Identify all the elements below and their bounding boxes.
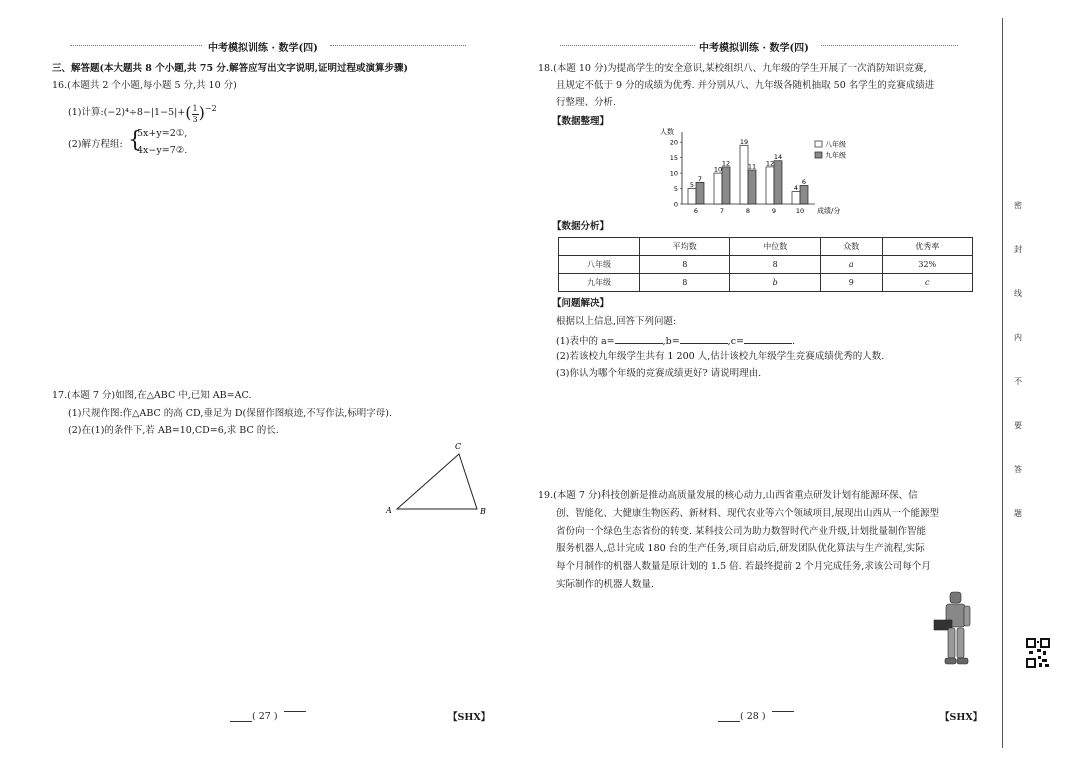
header-rule-left	[70, 45, 202, 46]
q18-line2: 且规定不低于 9 分的成绩为优秀. 并分别从八、九年级各随机抽取 50 名学生的竞赛成绩进	[556, 80, 935, 91]
footer-code-right: 【SHX】	[940, 712, 983, 723]
data-label: 6	[801, 177, 807, 186]
y-tick-label: 5	[673, 185, 678, 194]
q18-line3: 行整理、分析.	[556, 97, 617, 108]
legend-label: 九年级	[825, 151, 846, 160]
footer-page-number-right: 28	[746, 711, 759, 722]
binder-char: 线	[1014, 289, 1022, 298]
table-cell: 8	[730, 256, 820, 274]
equation-brace: {	[128, 128, 142, 153]
table-cell: 9	[820, 274, 882, 292]
table-cell: c	[882, 274, 973, 292]
q16-part1: (1)计算:(−2)⁴÷8−|1−5|+( $\frac{1}{3}$ )$^{-2}$	[68, 103, 217, 125]
sub1-a-label: (1)表中的 a=	[556, 336, 615, 347]
q16-part1-text: (1)计算:(−2)⁴÷8−|1−5|+	[68, 107, 186, 119]
table-cell: 8	[640, 274, 730, 292]
table-cell: 九年级	[559, 274, 640, 292]
y-tick-label: 10	[669, 169, 678, 178]
binder-char: 答	[1014, 465, 1022, 474]
answer-blank-a	[615, 333, 663, 344]
bar-grade8	[714, 173, 722, 204]
q19-line6: 实际制作的机器人数量.	[556, 579, 655, 590]
score-bar-chart	[650, 128, 870, 220]
legend-swatch	[815, 152, 822, 158]
table-cell: a	[820, 256, 882, 274]
bar-grade8	[792, 192, 800, 204]
problem-title: 【问题解决】	[552, 298, 610, 309]
bar-grade9	[722, 167, 730, 204]
q19-line2: 创、智能化、大健康生物医药、新材料、现代农业等六个领域项目,展现出山西从一个能源型	[556, 508, 940, 519]
label-b: B	[480, 507, 486, 516]
footer-rule-left-a	[230, 721, 252, 722]
label-c: C	[455, 442, 462, 451]
x-tick-label: 10	[795, 207, 805, 215]
q16-part2-prefix: (2)解方程组:	[68, 139, 123, 150]
table-cell: 八年级	[559, 256, 640, 274]
binder-char: 密	[1014, 201, 1022, 210]
x-axis-label: 成绩/分	[817, 207, 841, 215]
footer-page-left: ( 27 )	[252, 711, 278, 722]
q16-exponent: −2	[204, 104, 217, 113]
legend-swatch	[815, 141, 822, 147]
header-rule-right-2	[821, 45, 958, 46]
q16-frac-num: 1	[192, 104, 198, 114]
q17-stem: 17.(本题 7 分)如图,在△ABC 中,已知 AB=AC.	[52, 390, 252, 401]
robot-illustration	[930, 588, 980, 676]
data-label: 4	[793, 184, 799, 193]
answer-blank-c	[744, 333, 792, 344]
table-header-mean: 平均数	[640, 238, 730, 256]
table-row	[559, 256, 973, 274]
binder-text	[1012, 200, 1026, 520]
footer-page-right: ( 28 )	[740, 711, 766, 722]
legend-label: 八年级	[825, 140, 846, 149]
section-title: 三、解答题(本大题共 8 个小题,共 75 分.解答应写出文字说明,证明过程或演算步骤)	[52, 63, 408, 74]
x-tick-label: 8	[745, 207, 751, 215]
x-tick-label: 6	[693, 207, 699, 215]
table-row	[559, 274, 973, 292]
q16-stem: 16.(本题共 2 个小题,每小题 5 分,共 10 分)	[52, 80, 237, 91]
triangle-abc	[397, 454, 477, 509]
page-header-right: 中考模拟训练 · 数学(四)	[699, 43, 809, 54]
binder-char: 要	[1014, 421, 1022, 430]
q19-line4: 服务机器人,总计完成 180 台的生产任务,项目启动后,研发团队优化算法与生产流程,实际	[556, 543, 925, 554]
bar-grade8	[740, 145, 748, 204]
data-label: 11	[747, 162, 757, 171]
bar-grade9	[696, 182, 704, 204]
data-org-title: 【数据整理】	[552, 116, 610, 127]
bar-grade8	[766, 167, 774, 204]
y-tick-label: 15	[669, 154, 678, 163]
data-label: 10	[713, 165, 723, 174]
table-cell: b	[730, 274, 820, 292]
q16-eq2: 4x−y=7②.	[137, 145, 188, 156]
sub1-c-label: ,c=	[727, 336, 744, 347]
binder-line	[1002, 18, 1003, 748]
triangle-figure	[380, 438, 490, 523]
q19-line3: 省份向一个绿色生态省份的转变. 某科技公司为助力数智时代产业升级,计划批量制作智能	[556, 526, 927, 537]
data-label: 19	[739, 137, 749, 146]
y-tick-label: 0	[673, 200, 678, 209]
data-label: 12	[721, 159, 731, 168]
footer-rule-right-a	[718, 721, 740, 722]
table-cell: 32%	[882, 256, 973, 274]
qr-code-icon	[1026, 638, 1050, 668]
data-label: 7	[697, 174, 703, 183]
data-label: 12	[765, 159, 775, 168]
table-cell	[559, 238, 640, 256]
data-label: 5	[689, 181, 695, 190]
y-axis-label: 人数	[660, 128, 674, 136]
footer-page-number-left: 27	[258, 711, 271, 722]
bar-grade8	[688, 189, 696, 204]
table-header-mode: 众数	[820, 238, 882, 256]
bar-grade9	[748, 170, 756, 204]
q16-frac-den: 3	[192, 115, 198, 125]
bar-grade9	[774, 161, 782, 204]
x-tick-label: 9	[771, 207, 777, 215]
stats-table	[558, 237, 973, 292]
y-tick-label: 20	[669, 138, 678, 147]
table-header-excellence: 优秀率	[882, 238, 973, 256]
q18-sub1	[556, 333, 795, 348]
bar-grade9	[800, 185, 808, 204]
data-analysis-title: 【数据分析】	[552, 221, 610, 232]
q19-line1: 19.(本题 7 分)科技创新是推动高质量发展的核心动力,山西省重点研发计划有能源环保、信	[538, 490, 918, 501]
page-header-left: 中考模拟训练 · 数学(四)	[208, 43, 318, 54]
header-rule-right	[560, 45, 695, 46]
sub1-b-label: ,b=	[662, 336, 680, 347]
table-header-row	[559, 238, 973, 256]
footer-rule-left-b	[284, 711, 306, 712]
table-header-median: 中位数	[730, 238, 820, 256]
table-cell: 8	[640, 256, 730, 274]
binder-char: 不	[1014, 377, 1022, 386]
q18-intro: 根据以上信息,回答下列问题:	[556, 316, 677, 327]
header-rule-left-2	[330, 45, 466, 46]
label-a: A	[386, 506, 392, 515]
q17-part1: (1)尺规作图:作△ABC 的高 CD,垂足为 D(保留作图痕迹,不写作法,标明字母).	[68, 408, 392, 419]
binder-char: 题	[1014, 509, 1022, 518]
binder-char: 封	[1014, 245, 1022, 254]
x-tick-label: 7	[719, 207, 725, 215]
q19-line5: 每个月制作的机器人数量是原计划的 1.5 倍. 若最终提前 2 个月完成任务,求该公司每个月	[556, 561, 931, 572]
q16-eq1: 5x+y=2①,	[137, 128, 188, 139]
q18-sub2: (2)若该校九年级学生共有 1 200 人,估计该校九年级学生竞赛成绩优秀的人数.	[556, 351, 885, 362]
q18-line1: 18.(本题 10 分)为提高学生的安全意识,某校组织八、九年级的学生开展了一次消防知识竞赛,	[538, 63, 927, 74]
footer-rule-right-b	[772, 711, 794, 712]
answer-blank-b	[680, 333, 728, 344]
q18-sub3: (3)你认为哪个年级的竞赛成绩更好? 请说明理由.	[556, 368, 762, 379]
binder-char: 内	[1014, 333, 1022, 342]
data-label: 14	[773, 153, 783, 162]
footer-code-left: 【SHX】	[448, 712, 491, 723]
q17-part2: (2)在(1)的条件下,若 AB=10,CD=6,求 BC 的长.	[68, 425, 279, 436]
sub1-end: .	[791, 336, 796, 347]
